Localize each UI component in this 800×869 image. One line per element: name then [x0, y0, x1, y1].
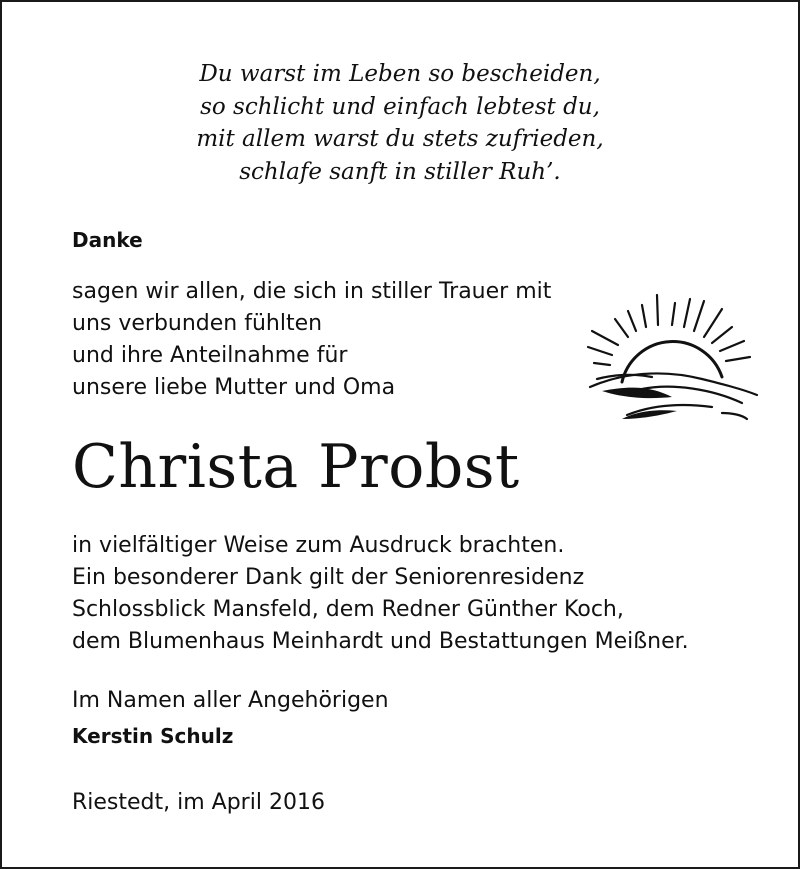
place-date: Riestedt, im April 2016 — [72, 790, 325, 815]
acknowledgement-line: Ein besonderer Dank gilt der Seniorenresidenz — [72, 565, 585, 590]
deceased-name: Christa Probst — [72, 432, 520, 502]
sunset-over-hills-icon — [582, 287, 767, 427]
signature-name: Kerstin Schulz — [72, 724, 234, 748]
thanks-line: unsere liebe Mutter und Oma — [72, 375, 396, 400]
thanks-heading: Danke — [72, 228, 143, 252]
acknowledgement-text — [72, 530, 689, 658]
thanks-line: und ihre Anteilnahme für — [72, 343, 348, 368]
thanks-line: sagen wir allen, die sich in stiller Trauer mit — [72, 279, 552, 304]
poem-line: schlafe sanft in stiller Ruh’. — [239, 158, 561, 185]
acknowledgement-line: dem Blumenhaus Meinhardt und Bestattungen Meißner. — [72, 629, 689, 654]
poem-line: so schlicht und einfach lebtest du, — [200, 93, 600, 120]
poem-line: Du warst im Leben so bescheiden, — [199, 61, 601, 87]
acknowledgement-line: Schlossblick Mansfeld, dem Redner Günther Koch, — [72, 597, 624, 622]
acknowledgement-line: in vielfältiger Weise zum Ausdruck brachten. — [72, 533, 565, 558]
thanks-text — [72, 276, 551, 404]
signature-intro: Im Namen aller Angehörigen — [72, 688, 389, 713]
thanks-line: uns verbunden fühlten — [72, 311, 323, 336]
poem-verse — [2, 58, 798, 188]
poem-line: mit allem warst du stets zufrieden, — [196, 126, 604, 152]
